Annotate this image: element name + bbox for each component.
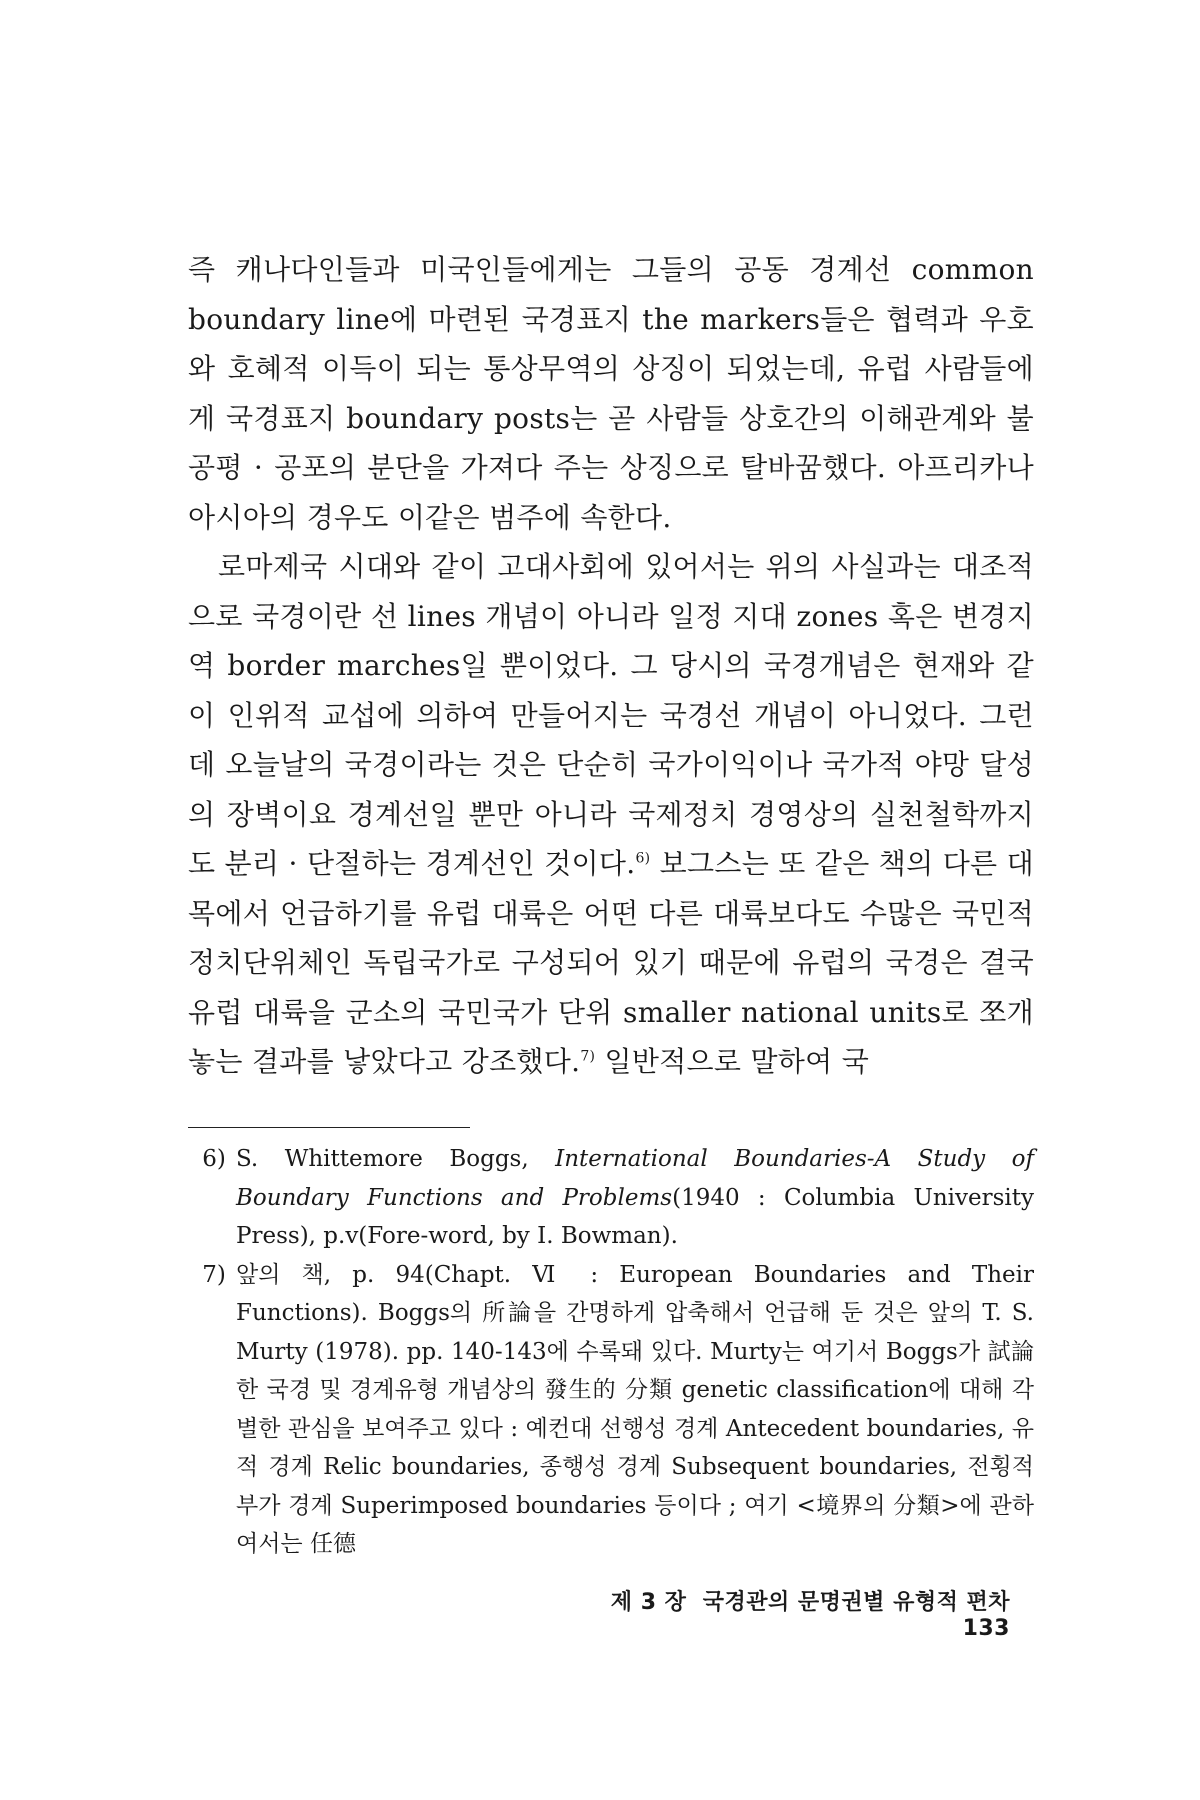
footnote-divider: [188, 1127, 470, 1128]
footnote-ref-6[interactable]: 6): [635, 850, 651, 867]
paragraph-2-part-2: 보그스는 또 같은 책의 다른 대목에서 언급하기를 유럽 대륙은 어떤 다른 대륙보다도 수많은 국민적 정치단위체인 독립국가로 구성되어 있기 때문에 유럽의 국경은 결국 유럽 대륙을 군소의 국민국가 단위 smaller national units로 쪼개놓는 결과를 낳았다고 강조했다.: [188, 847, 1034, 1078]
footnote-7: [188, 1256, 1034, 1564]
footnote-6-title: International Boundaries-A Study of Boundary Functions and Problems: [236, 1146, 1034, 1211]
footnote-6: [188, 1140, 1034, 1256]
main-body-text: [188, 245, 1034, 1087]
footnote-6-author: S. Whittemore Boggs,: [236, 1146, 556, 1172]
footnote-ref-7[interactable]: 7): [580, 1048, 596, 1065]
footnote-7-number: 7): [202, 1261, 226, 1288]
footnote-6-number: 6): [202, 1146, 226, 1172]
footnotes: [188, 1140, 1034, 1564]
footnote-6-publication: (1940 : Columbia University Press), p.v(Fore-word, by I. Bowman).: [236, 1184, 1034, 1249]
running-footer: [550, 1585, 1010, 1641]
page-number: 133: [962, 1616, 1010, 1641]
paragraph-2-part-1: 로마제국 시대와 같이 고대사회에 있어서는 위의 사실과는 대조적으로 국경이란 선 lines 개념이 아니라 일정 지대 zones 혹은 변경지역 border marches일 뿐이었다. 그 당시의 국경개념은 현재와 같이 인위적 교섭에 의하여 만들어지는 국경선 개념이 아니었다. 그런데 오늘날의 국경이라는 것은 단순히 국가이익이나 국가적 야망 달성의 장벽이요 경계선일 뿐만 아니라 국제정치 경영상의 실천철학까지도 분리 · 단절하는 경계선인 것이다.: [188, 550, 1034, 880]
footnote-7-text: 앞의 책, p. 94(Chapt. Ⅵ : European Boundaries and Their Functions). Boggs의 所論을 간명하게 압축해서 언급해 둔 것은 앞의 T. S. Murty (1978). pp. 140-143에 수록돼 있다. Murty는 여기서 Boggs가 試論한 국경 및 경계유형 개념상의 發生的 分類 genetic classification에 대해 각별한 관심을 보여주고 있다 : 예컨대 선행성 경계 Antecedent boundaries, 유적 경계 Relic boundaries, 종행성 경계 Subsequent boundaries, 전횡적 부가 경계 Superimposed boundaries 등이다 ; 여기 <境界의 分類>에 관하여서는 任德: [236, 1261, 1034, 1557]
paragraph-1: 즉 캐나다인들과 미국인들에게는 그들의 공동 경계선 common boundary line에 마련된 국경표지 the markers들은 협력과 우호와 호혜적 이득이 되는 통상무역의 상징이 되었는데, 유럽 사람들에게 국경표지 boundary posts는 곧 사람들 상호간의 이해관계와 불공평 · 공포의 분단을 가져다 주는 상징으로 탈바꿈했다. 아프리카나 아시아의 경우도 이같은 범주에 속한다.: [188, 253, 1034, 534]
paragraph-2: [188, 542, 1034, 1087]
paragraph-2-part-3: 일반적으로 말하여 국: [595, 1045, 870, 1078]
chapter-title: 제 3 장 국경관의 문명권별 유형적 편차: [610, 1590, 1010, 1615]
